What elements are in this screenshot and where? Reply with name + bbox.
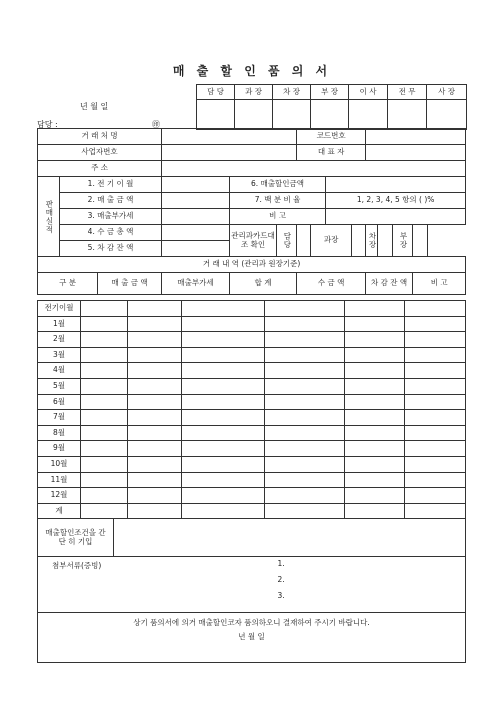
approval-title-cell: 전 무 — [388, 85, 427, 100]
ledger-cell[interactable] — [405, 301, 466, 317]
ledger-cell[interactable] — [128, 301, 182, 317]
condition-row — [38, 519, 466, 557]
ledger-cell[interactable] — [81, 503, 128, 519]
ledger-cell[interactable] — [345, 316, 405, 332]
check-dam-sign[interactable] — [297, 225, 311, 257]
ledger-row — [38, 503, 466, 519]
approval-signature-row — [197, 100, 467, 130]
ledger-cell[interactable] — [345, 488, 405, 504]
ledger-row — [38, 410, 466, 426]
ledger-cell[interactable] — [81, 410, 128, 426]
condition-field[interactable] — [114, 519, 466, 557]
ledger-header: 구 분 — [38, 273, 98, 295]
sales-item-label: 5. 차 감 잔 액 — [60, 241, 162, 257]
ledger-cell[interactable] — [265, 488, 345, 504]
ledger-cell[interactable] — [182, 503, 265, 519]
sales-item-field[interactable] — [162, 193, 230, 209]
signature-box[interactable] — [349, 100, 388, 130]
ledger-row-label: 3월 — [38, 347, 81, 363]
biz-row — [38, 145, 466, 161]
seal-mark: ㊞ — [152, 120, 160, 129]
ledger-cell[interactable] — [345, 332, 405, 348]
ledger-cell[interactable] — [128, 316, 182, 332]
condition-table — [37, 518, 466, 557]
ledger-cell[interactable] — [405, 472, 466, 488]
check-gwa-sign[interactable] — [352, 225, 366, 257]
sales-row-2 — [38, 193, 466, 209]
check-cha-label: 차장 — [366, 225, 378, 257]
ledger-header: 매출부가세 — [162, 273, 230, 295]
ledger-cell[interactable] — [128, 472, 182, 488]
address-field[interactable] — [162, 161, 466, 177]
signature-box[interactable] — [197, 100, 235, 130]
footer-row — [38, 612, 466, 662]
ledger-header: 차 감 잔 액 — [366, 273, 413, 295]
attachment-item[interactable]: 2. — [277, 575, 285, 584]
ledger-cell[interactable] — [405, 503, 466, 519]
ledger-row-label: 1월 — [38, 316, 81, 332]
condition-label: 매출할인조건을 간 단 히 기입 — [38, 519, 114, 557]
client-name-label: 거 래 처 명 — [38, 129, 162, 145]
ledger-cell[interactable] — [405, 410, 466, 426]
ledger-cell[interactable] — [265, 394, 345, 410]
representative-field[interactable] — [366, 145, 466, 161]
signature-box[interactable] — [388, 100, 427, 130]
ratio-label: 7. 백 분 비 율 — [230, 193, 326, 209]
sales-row-1 — [38, 177, 466, 193]
ledger-cell[interactable] — [345, 441, 405, 457]
approval-title-cell: 부 장 — [311, 85, 349, 100]
attachment-row — [38, 556, 466, 612]
ledger-row — [38, 488, 466, 504]
ledger-cell[interactable] — [128, 503, 182, 519]
signature-box[interactable] — [235, 100, 273, 130]
check-dam-label: 담당 — [277, 225, 297, 257]
ledger-cell[interactable] — [405, 316, 466, 332]
ledger-cell[interactable] — [81, 332, 128, 348]
sales-item-field[interactable] — [162, 209, 230, 225]
code-label: 코드번호 — [297, 129, 366, 145]
ledger-row — [38, 332, 466, 348]
ledger-title: 거 래 내 역 (관리과 원장기준) — [38, 257, 466, 273]
ledger-cell[interactable] — [182, 378, 265, 394]
ledger-cell[interactable] — [182, 347, 265, 363]
ledger-cell[interactable] — [265, 456, 345, 472]
ledger-row-label: 4월 — [38, 363, 81, 379]
ledger-cell[interactable] — [128, 441, 182, 457]
ledger-row-label: 2월 — [38, 332, 81, 348]
ledger-cell[interactable] — [182, 410, 265, 426]
representative-label: 대 표 자 — [297, 145, 366, 161]
ledger-cell[interactable] — [345, 394, 405, 410]
approval-header-row — [197, 85, 467, 100]
remarks-label: 비 고 — [230, 209, 326, 225]
ledger-header: 수 금 액 — [297, 273, 366, 295]
ledger-cell[interactable] — [405, 394, 466, 410]
approval-table — [196, 84, 467, 130]
ledger-cell[interactable] — [405, 425, 466, 441]
approval-title-cell: 이 사 — [349, 85, 388, 100]
ledger-header: 합 계 — [230, 273, 297, 295]
ledger-cell[interactable] — [405, 456, 466, 472]
ledger-cell[interactable] — [265, 316, 345, 332]
ledger-cell[interactable] — [405, 347, 466, 363]
ledger-row — [38, 363, 466, 379]
ledger-row — [38, 347, 466, 363]
signature-box[interactable] — [311, 100, 349, 130]
ledger-table — [37, 300, 466, 519]
document-title: 매 출 할 인 품 의 서 — [172, 64, 332, 78]
ledger-cell[interactable] — [345, 363, 405, 379]
ledger-cell[interactable] — [265, 363, 345, 379]
card-check-label: 관리과카드대조 확인 — [230, 225, 277, 257]
ledger-cell[interactable] — [81, 488, 128, 504]
main-form — [37, 128, 466, 295]
ledger-row — [38, 316, 466, 332]
approval-title-cell: 사 장 — [427, 85, 467, 100]
ledger-cell[interactable] — [345, 503, 405, 519]
ledger-row — [38, 441, 466, 457]
ledger-row — [38, 394, 466, 410]
ledger-cell[interactable] — [182, 472, 265, 488]
ledger-cell[interactable] — [81, 425, 128, 441]
check-bu-sign[interactable] — [413, 225, 428, 257]
footer-cell — [38, 612, 466, 662]
ledger-header: 매 출 금 액 — [98, 273, 162, 295]
ledger-cell[interactable] — [182, 301, 265, 317]
ledger-cell[interactable] — [128, 378, 182, 394]
ledger-cell[interactable] — [345, 301, 405, 317]
ledger-cell[interactable] — [81, 441, 128, 457]
ledger-cell[interactable] — [81, 394, 128, 410]
ledger-row-label: 11월 — [38, 472, 81, 488]
attachment-table — [37, 556, 466, 663]
ledger-cell[interactable] — [265, 347, 345, 363]
ledger-cell[interactable] — [182, 363, 265, 379]
sales-side-label: 판매실적 — [38, 177, 60, 257]
sales-item-field[interactable] — [162, 177, 230, 193]
ledger-header-row — [38, 273, 466, 295]
ledger-cell[interactable] — [182, 394, 265, 410]
approval-title-cell: 과 장 — [235, 85, 273, 100]
ledger-row-label: 12월 — [38, 488, 81, 504]
ledger-cell[interactable] — [265, 410, 345, 426]
biz-number-label: 사업자번호 — [38, 145, 162, 161]
approval-title-cell: 차 장 — [273, 85, 311, 100]
ledger-cell[interactable] — [182, 441, 265, 457]
ledger-cell[interactable] — [81, 456, 128, 472]
ledger-row-label: 계 — [38, 503, 81, 519]
ledger-cell[interactable] — [81, 472, 128, 488]
ledger-cell[interactable] — [345, 425, 405, 441]
attachment-item[interactable]: 1. — [277, 559, 285, 568]
code-field[interactable] — [366, 129, 466, 145]
ledger-cell[interactable] — [182, 425, 265, 441]
client-row — [38, 129, 466, 145]
ledger-cell[interactable] — [81, 363, 128, 379]
ledger-row — [38, 378, 466, 394]
ledger-cell[interactable] — [128, 394, 182, 410]
sales-row-3 — [38, 209, 466, 225]
ledger-cell[interactable] — [405, 378, 466, 394]
ledger-cell[interactable] — [81, 316, 128, 332]
ledger-row-label: 5월 — [38, 378, 81, 394]
ledger-cell[interactable] — [128, 410, 182, 426]
ledger-cell[interactable] — [182, 316, 265, 332]
sales-item-label: 4. 수 금 총 액 — [60, 225, 162, 241]
attachment-item[interactable]: 3. — [277, 591, 285, 600]
ledger-row-label: 전기이월 — [38, 301, 81, 317]
remarks-field[interactable] — [326, 209, 466, 225]
client-name-field[interactable] — [162, 129, 297, 145]
ledger-cell[interactable] — [128, 425, 182, 441]
ledger-cell[interactable] — [345, 456, 405, 472]
ledger-row — [38, 425, 466, 441]
sales-item-field[interactable] — [162, 241, 230, 257]
ledger-row-label: 6월 — [38, 394, 81, 410]
footer-note: 상기 품의서에 의거 매출할인코자 품의하오니 결재하여 주시기 바랍니다. — [133, 617, 370, 627]
ratio-value[interactable]: 1, 2, 3, 4, 5 항의 ( )% — [326, 193, 466, 209]
ledger-cell[interactable] — [345, 378, 405, 394]
ledger-row — [38, 456, 466, 472]
sales-item-label: 3. 매출부가세 — [60, 209, 162, 225]
check-cha-sign[interactable] — [378, 225, 393, 257]
sales-item-label: 2. 매 출 금 액 — [60, 193, 162, 209]
ledger-row-label: 9월 — [38, 441, 81, 457]
ledger-row — [38, 301, 466, 317]
attachment-label: 첨부서류(증빙) — [38, 556, 278, 612]
ledger-cell[interactable] — [265, 472, 345, 488]
ledger-title-row — [38, 257, 466, 273]
ledger-cell[interactable] — [265, 441, 345, 457]
address-row — [38, 161, 466, 177]
ledger-cell[interactable] — [81, 378, 128, 394]
ledger-cell[interactable] — [81, 301, 128, 317]
ledger-cell[interactable] — [265, 503, 345, 519]
check-bu-label: 부장 — [393, 225, 413, 257]
sales-row-4 — [38, 225, 466, 241]
ledger-row — [38, 472, 466, 488]
ledger-row-label: 8월 — [38, 425, 81, 441]
ledger-cell[interactable] — [405, 332, 466, 348]
ledger-header: 비 고 — [413, 273, 466, 295]
ledger-body — [38, 301, 466, 519]
ledger-cell[interactable] — [182, 456, 265, 472]
ledger-cell[interactable] — [128, 332, 182, 348]
discount-label: 6. 매출할인금액 — [230, 177, 326, 193]
ledger-cell[interactable] — [405, 363, 466, 379]
ledger-cell[interactable] — [128, 347, 182, 363]
ledger-cell[interactable] — [81, 347, 128, 363]
attachment-list — [278, 556, 466, 612]
document-date: 년 월 일 — [80, 102, 109, 111]
ledger-row-label: 7월 — [38, 410, 81, 426]
ledger-cell[interactable] — [345, 410, 405, 426]
discount-field[interactable] — [326, 177, 466, 193]
sales-item-label: 1. 전 기 이 월 — [60, 177, 162, 193]
owner-label: 담당 : — [37, 120, 58, 129]
ledger-cell[interactable] — [405, 488, 466, 504]
ledger-cell[interactable] — [265, 332, 345, 348]
ledger-row-label: 10월 — [38, 456, 81, 472]
ledger-cell[interactable] — [405, 441, 466, 457]
ledger-cell[interactable] — [265, 301, 345, 317]
ledger-cell[interactable] — [265, 425, 345, 441]
biz-number-field[interactable] — [162, 145, 297, 161]
address-label: 주 소 — [38, 161, 162, 177]
ledger-cell[interactable] — [265, 378, 345, 394]
signature-box[interactable] — [427, 100, 467, 130]
footer-date: 년 월 일 — [238, 632, 265, 642]
ledger-cell[interactable] — [128, 456, 182, 472]
sales-item-field[interactable] — [162, 225, 230, 241]
approval-title-cell: 담 당 — [197, 85, 235, 100]
ledger-cell[interactable] — [345, 472, 405, 488]
ledger-cell[interactable] — [182, 488, 265, 504]
signature-box[interactable] — [273, 100, 311, 130]
ledger-cell[interactable] — [182, 332, 265, 348]
check-gwa-label: 과장 — [311, 225, 352, 257]
ledger-cell[interactable] — [128, 488, 182, 504]
ledger-cell[interactable] — [128, 363, 182, 379]
ledger-cell[interactable] — [345, 347, 405, 363]
